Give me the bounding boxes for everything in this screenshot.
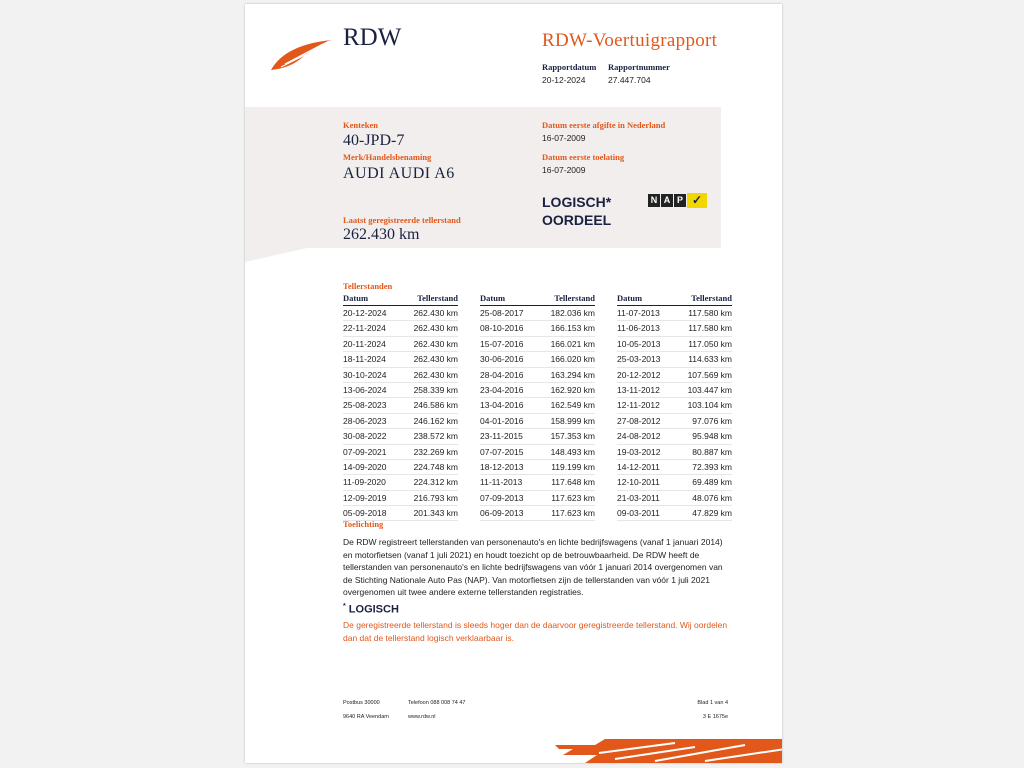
row-value: 117.623 km — [551, 508, 595, 519]
row-date: 11-11-2013 — [480, 477, 523, 488]
header-datum: Datum — [343, 293, 369, 303]
row-value: 117.580 km — [688, 323, 732, 334]
row-value: 117.623 km — [551, 492, 595, 503]
table-row — [480, 352, 595, 367]
footer-code: 3 E 1675e — [702, 714, 728, 720]
row-date: 28-06-2023 — [343, 415, 387, 426]
row-date: 20-11-2024 — [343, 338, 386, 349]
row-date: 14-12-2011 — [617, 461, 660, 472]
row-date: 12-11-2012 — [617, 400, 660, 411]
row-date: 25-08-2017 — [480, 308, 524, 318]
row-value: 258.339 km — [413, 384, 458, 395]
table-row — [480, 368, 595, 383]
column-header — [343, 293, 458, 306]
row-value: 97.076 km — [692, 415, 732, 426]
report-number-label: Rapportnummer — [608, 62, 670, 72]
row-value: 262.430 km — [413, 308, 458, 318]
logisch-star: * — [343, 603, 346, 610]
tellerstanden-title: Tellerstanden — [343, 281, 393, 291]
table-row — [617, 337, 732, 352]
nap-check-icon: ✓ — [687, 193, 707, 208]
table-row — [480, 398, 595, 413]
row-value: 48.076 km — [692, 492, 732, 503]
row-date: 22-11-2024 — [343, 323, 386, 334]
footer-web: www.rdw.nl — [408, 714, 436, 720]
row-date: 23-11-2015 — [480, 431, 523, 442]
row-date: 25-03-2013 — [617, 354, 661, 365]
header-tellerstand: Tellerstand — [554, 293, 595, 303]
row-date: 07-07-2015 — [480, 446, 524, 457]
row-date: 18-11-2024 — [343, 354, 386, 365]
table-row — [343, 368, 458, 383]
row-date: 12-09-2019 — [343, 492, 387, 503]
row-date: 05-09-2018 — [343, 508, 387, 519]
row-value: 224.312 km — [413, 477, 458, 488]
row-date: 06-09-2013 — [480, 508, 524, 519]
row-date: 30-08-2022 — [343, 431, 387, 442]
tellerstanden-rows-2 — [480, 306, 595, 521]
row-date: 18-12-2013 — [480, 461, 524, 472]
row-date: 25-08-2023 — [343, 400, 387, 411]
row-date: 27-08-2012 — [617, 415, 661, 426]
row-date: 11-06-2013 — [617, 323, 660, 334]
table-row — [480, 445, 595, 460]
tellerstanden-column-3 — [617, 293, 732, 521]
row-value: 246.586 km — [413, 400, 458, 411]
header-tellerstand: Tellerstand — [691, 293, 732, 303]
rdw-logo-icon — [269, 36, 333, 72]
table-row — [617, 445, 732, 460]
row-date: 28-04-2016 — [480, 369, 524, 380]
table-row — [617, 368, 732, 383]
table-row — [617, 475, 732, 490]
row-date: 20-12-2024 — [343, 308, 387, 318]
row-value: 157.353 km — [550, 431, 595, 442]
row-date: 19-03-2012 — [617, 446, 661, 457]
row-date: 10-05-2013 — [617, 338, 661, 349]
row-value: 238.572 km — [413, 431, 458, 442]
row-date: 30-06-2016 — [480, 354, 524, 365]
row-value: 103.447 km — [687, 384, 732, 395]
row-value: 107.569 km — [687, 369, 732, 380]
row-value: 262.430 km — [413, 338, 458, 349]
merk-label: Merk/Handelsbenaming — [343, 152, 432, 162]
row-date: 13-06-2024 — [343, 384, 387, 395]
tellerstanden-column-2 — [480, 293, 595, 521]
row-value: 95.948 km — [692, 431, 732, 442]
row-value: 119.199 km — [551, 461, 595, 472]
laatst-tellerstand-value: 262.430 km — [343, 226, 420, 243]
row-date: 24-08-2012 — [617, 431, 661, 442]
row-value: 162.920 km — [550, 384, 595, 395]
row-date: 23-04-2016 — [480, 384, 524, 395]
row-value: 262.430 km — [413, 354, 458, 365]
row-date: 11-07-2013 — [617, 308, 660, 318]
row-date: 07-09-2021 — [343, 446, 387, 457]
table-row — [343, 475, 458, 490]
table-row — [343, 398, 458, 413]
row-value: 232.269 km — [413, 446, 458, 457]
table-row — [480, 321, 595, 336]
nap-letter-p: P — [674, 194, 686, 207]
row-value: 117.648 km — [551, 477, 595, 488]
table-row — [480, 383, 595, 398]
table-row — [617, 506, 732, 521]
nap-letter-n: N — [648, 194, 660, 207]
row-value: 201.343 km — [413, 508, 458, 519]
oordeel-line-1: LOGISCH* — [542, 194, 612, 210]
table-row — [617, 491, 732, 506]
row-value: 163.294 km — [550, 369, 595, 380]
table-row — [480, 475, 595, 490]
table-row — [480, 491, 595, 506]
row-value: 224.748 km — [413, 461, 458, 472]
table-row — [617, 306, 732, 321]
table-row — [343, 337, 458, 352]
report-date-label: Rapportdatum — [542, 62, 597, 72]
row-value: 262.430 km — [413, 323, 458, 334]
eerste-toelating-label: Datum eerste toelating — [542, 152, 625, 162]
row-date: 09-03-2011 — [617, 508, 660, 519]
oordeel-line-2: OORDEEL — [542, 212, 612, 228]
tellerstanden-column-1 — [343, 293, 458, 521]
row-date: 13-11-2012 — [617, 384, 660, 395]
table-row — [617, 383, 732, 398]
toelichting-title: Toelichting — [343, 519, 384, 529]
nap-letter-a: A — [661, 194, 673, 207]
footer-phone: Telefoon 088 008 74 47 — [408, 700, 466, 706]
row-date: 21-03-2011 — [617, 492, 660, 503]
nap-logo — [648, 192, 708, 209]
column-header — [617, 293, 732, 306]
table-row — [480, 506, 595, 521]
header-datum: Datum — [617, 293, 643, 303]
decorative-stripes-icon — [555, 739, 782, 763]
row-date: 14-09-2020 — [343, 461, 387, 472]
table-row — [343, 383, 458, 398]
header-datum: Datum — [480, 293, 506, 303]
table-row — [617, 398, 732, 413]
eerste-toelating-value: 16-07-2009 — [542, 165, 586, 175]
table-row — [617, 414, 732, 429]
table-row — [343, 491, 458, 506]
row-value: 80.887 km — [692, 446, 732, 457]
table-row — [480, 460, 595, 475]
row-value: 166.153 km — [550, 323, 595, 334]
table-row — [343, 321, 458, 336]
table-row — [343, 352, 458, 367]
merk-value: AUDI AUDI A6 — [343, 165, 455, 182]
report-title: RDW-Voertuigrapport — [542, 30, 718, 51]
row-date: 07-09-2013 — [480, 492, 524, 503]
row-value: 262.430 km — [413, 369, 458, 380]
row-value: 103.104 km — [687, 400, 732, 411]
footer-page: Blad 1 van 4 — [697, 700, 728, 706]
eerste-afgifte-value: 16-07-2009 — [542, 133, 586, 143]
eerste-afgifte-label: Datum eerste afgifte in Nederland — [542, 120, 666, 130]
table-row — [343, 460, 458, 475]
table-row — [480, 429, 595, 444]
oordeel-badge — [542, 193, 611, 229]
table-row — [343, 429, 458, 444]
table-row — [617, 460, 732, 475]
row-date: 15-07-2016 — [480, 338, 524, 349]
brand-name: RDW — [343, 24, 402, 51]
row-value: 69.489 km — [692, 477, 732, 488]
column-header — [480, 293, 595, 306]
table-row — [480, 337, 595, 352]
row-date: 08-10-2016 — [480, 323, 524, 334]
band-tail-shape — [245, 248, 307, 262]
row-value: 148.493 km — [550, 446, 595, 457]
row-value: 158.999 km — [550, 415, 595, 426]
header-tellerstand: Tellerstand — [417, 293, 458, 303]
row-value: 47.829 km — [692, 508, 732, 519]
logisch-heading — [343, 603, 399, 616]
table-row — [480, 306, 595, 321]
row-value: 166.021 km — [550, 338, 595, 349]
row-value: 162.549 km — [550, 400, 595, 411]
row-value: 114.633 km — [688, 354, 732, 365]
tellerstanden-rows-1 — [343, 306, 458, 521]
row-value: 72.393 km — [692, 461, 732, 472]
row-date: 12-10-2011 — [617, 477, 660, 488]
table-row — [343, 306, 458, 321]
report-number-value: 27.447.704 — [608, 75, 651, 85]
table-row — [480, 414, 595, 429]
row-date: 04-01-2016 — [480, 415, 524, 426]
row-date: 20-12-2012 — [617, 369, 661, 380]
row-value: 216.793 km — [413, 492, 458, 503]
kenteken-label: Kenteken — [343, 120, 378, 130]
kenteken-value: 40-JPD-7 — [343, 132, 405, 149]
table-row — [617, 352, 732, 367]
row-value: 117.580 km — [688, 308, 732, 318]
footer-city: 9640 RA Veendam — [343, 714, 389, 720]
table-row — [617, 429, 732, 444]
row-date: 13-04-2016 — [480, 400, 524, 411]
table-row — [343, 414, 458, 429]
laatst-tellerstand-label: Laatst geregistreerde tellerstand — [343, 215, 461, 225]
table-row — [343, 445, 458, 460]
toelichting-text: De RDW registreert tellerstanden van personenauto's en lichte bedrijfswagens (vanaf 1 januari 2014) en motorfietsen (vanaf 1 juli 2021) en houdt toezicht op de betrouwbaarheid. De RDW heeft de tellerstanden van personenauto's en lichte bedrijfswagens van vóór 1 januari 2014 overgenomen van de Stichting Nationale Auto Pas (NAP). Van motorfietsen zijn de tellerstanden van vóór 1 juli 2021 overgenomen uit twee andere externe tellerstanden registraties. — [343, 537, 723, 598]
row-value: 182.036 km — [550, 308, 595, 318]
logisch-title: LOGISCH — [348, 603, 399, 616]
row-value: 246.162 km — [413, 415, 458, 426]
report-page — [245, 4, 782, 763]
tellerstanden-rows-3 — [617, 306, 732, 521]
row-date: 30-10-2024 — [343, 369, 387, 380]
row-value: 166.020 km — [550, 354, 595, 365]
row-value: 117.050 km — [688, 338, 732, 349]
table-row — [617, 321, 732, 336]
logisch-text: De geregistreerde tellerstand is sleeds hoger dan de daarvoor geregistreerde tellerstand. Wij oordelen dan dat de tellerstand logisch verklaarbaar is. — [343, 620, 728, 643]
report-date-value: 20-12-2024 — [542, 75, 586, 85]
footer-postbus: Postbus 30000 — [343, 700, 380, 706]
row-date: 11-09-2020 — [343, 477, 386, 488]
